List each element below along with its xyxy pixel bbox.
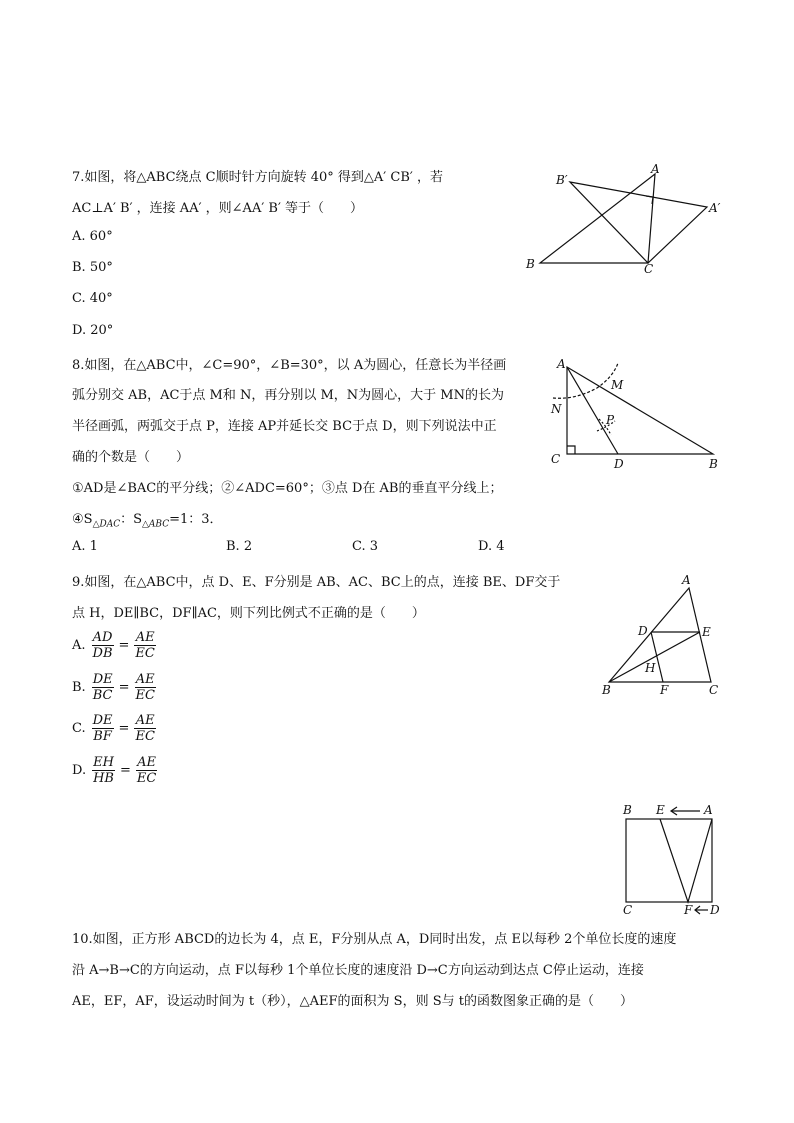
q8-label-c: C: [551, 452, 561, 466]
q10-label-a: A: [704, 803, 713, 817]
q10-stem-line2: 沿 A→B→C的方向运动，点 F以每秒 1个单位长度的速度沿 D→C方向运动到达点 C停止运动，连接: [72, 963, 644, 978]
q8-label-d: D: [614, 457, 624, 471]
q8-figure: [545, 355, 730, 475]
q7-label-b-prime: B′: [556, 173, 568, 187]
q8-option-b: B. 2: [226, 539, 253, 554]
q7-label-c: C: [644, 262, 654, 276]
q8-stem-line2: 弧分别交 AB，AC于点 M和 N，再分别以 M，N为圆心，大于 MN的长为: [72, 388, 504, 403]
q9-option-b-right: $\frac{AE}{EC}$: [135, 672, 155, 703]
q8-statement-4: [72, 508, 223, 530]
q8-label-a: A: [557, 357, 566, 371]
q9-label-h: H: [645, 661, 656, 675]
q9-option-c-right: $\frac{AE}{EC}$: [135, 713, 155, 744]
q10-triangle-aef: [660, 819, 712, 902]
q10-label-e: E: [656, 803, 665, 817]
q9-option-a: [72, 630, 156, 661]
q7-label-b: B: [526, 257, 535, 271]
q9-label-f: F: [660, 683, 669, 697]
q9-option-b-left: $\frac{DE}{BC}$: [92, 672, 113, 703]
q9-option-b-equals: =: [118, 680, 130, 695]
q8-stem-line1: 8.如图，在△ABC中，∠C=90°，∠B=30°，以 A为圆心，任意长为半径画: [72, 358, 507, 373]
q9-option-a-label: A.: [72, 638, 86, 653]
q9-option-c-equals: =: [118, 721, 130, 736]
q9-label-a: A: [682, 573, 691, 587]
q9-option-a-right: $\frac{AE}{EC}$: [135, 630, 155, 661]
q7-right-angle-mark: [646, 196, 653, 204]
q10-square-abcd: [626, 819, 712, 902]
q7-figure: [520, 160, 730, 280]
q10-figure: [620, 800, 730, 920]
q8-stem-line3: 半径画弧，两弧交于点 P，连接 AP并延长交 BC于点 D，则下列说法中正: [72, 419, 497, 434]
q9-label-e: E: [702, 625, 711, 639]
q10-stem-line1: 10.如图，正方形 ABCD的边长为 4，点 E，F分别从点 A，D同时出发，点 E以每秒 2个单位长度的速度: [72, 932, 677, 947]
q10-label-d: D: [710, 903, 720, 917]
q9-label-c: C: [709, 683, 719, 697]
q8-option-c: C. 3: [352, 539, 379, 554]
q8-label-b: B: [709, 457, 718, 471]
q7-option-c: C. 40°: [72, 291, 113, 306]
q8-label-p: P: [606, 413, 615, 427]
q8-statement-4-c: =1：3．: [169, 512, 223, 527]
q8-option-d: D. 4: [478, 539, 505, 554]
q7-option-d: D. 20°: [72, 323, 114, 338]
q10-stem-line3: AE，EF，AF，设运动时间为 t（秒），△AEF的面积为 S，则 S与 t的函数图象正确的是（ ）: [72, 994, 633, 1009]
q10-label-b: B: [623, 803, 632, 817]
q9-figure: [595, 570, 735, 700]
q9-label-b: B: [602, 683, 611, 697]
q8-statement-4-a: ④S: [72, 512, 93, 527]
q8-option-a: A. 1: [72, 539, 98, 554]
q8-statements: ①AD是∠BAC的平分线；②∠ADC=60°；③点 D在 AB的垂直平分线上；: [72, 481, 503, 496]
q9-option-a-left: $\frac{AD}{DB}$: [92, 630, 113, 661]
q9-option-d: [72, 755, 157, 786]
q9-option-c: [72, 713, 156, 744]
q7-label-a-prime: A′: [709, 201, 721, 215]
q10-label-c: C: [623, 903, 633, 917]
q9-option-c-label: C.: [72, 721, 86, 736]
q9-option-d-label: D.: [72, 763, 87, 778]
q8-statement-4-b: ：S: [120, 512, 142, 527]
q8-triangle-abc: [567, 367, 713, 454]
q9-option-d-equals: =: [119, 763, 131, 778]
q9-option-a-equals: =: [118, 638, 130, 653]
q9-option-d-right: $\frac{AE}{EC}$: [136, 755, 157, 786]
q9-option-b: [72, 672, 156, 703]
q9-option-b-label: B.: [72, 680, 86, 695]
q8-label-n: N: [551, 402, 562, 416]
q8-stem-line4: 确的个数是（ ）: [72, 450, 190, 465]
q7-option-a: A. 60°: [72, 229, 113, 244]
q9-label-d: D: [638, 624, 648, 638]
q9-stem-line2: 点 H，DE∥BC，DF∥AC，则下列比例式不正确的是（ ）: [72, 606, 425, 621]
q7-option-b: B. 50°: [72, 260, 113, 275]
q10-label-f: F: [684, 903, 693, 917]
q8-sub-abc: △ABC: [142, 519, 170, 530]
q8-sub-dac: △DAC: [92, 519, 121, 530]
q9-option-c-left: $\frac{DE}{BF}$: [92, 713, 113, 744]
q8-right-angle-mark: [567, 446, 575, 454]
q9-option-d-left: $\frac{EH}{HB}$: [93, 755, 114, 786]
q8-label-m: M: [611, 378, 624, 392]
q7-stem-line2: AC⊥A′ B′ ，连接 AA′ ，则∠AA′ B′ 等于（ ）: [72, 201, 364, 216]
q7-triangle-apcbp: [570, 182, 707, 263]
q9-stem-line1: 9.如图，在△ABC中，点 D、E、F分别是 AB、AC、BC上的点，连接 BE、DF交于: [72, 575, 561, 590]
q7-label-a: A: [651, 162, 660, 176]
q7-stem-line1: 7.如图，将△ABC绕点 C顺时针方向旋转 40° 得到△A′ CB′ ，若: [72, 170, 443, 185]
